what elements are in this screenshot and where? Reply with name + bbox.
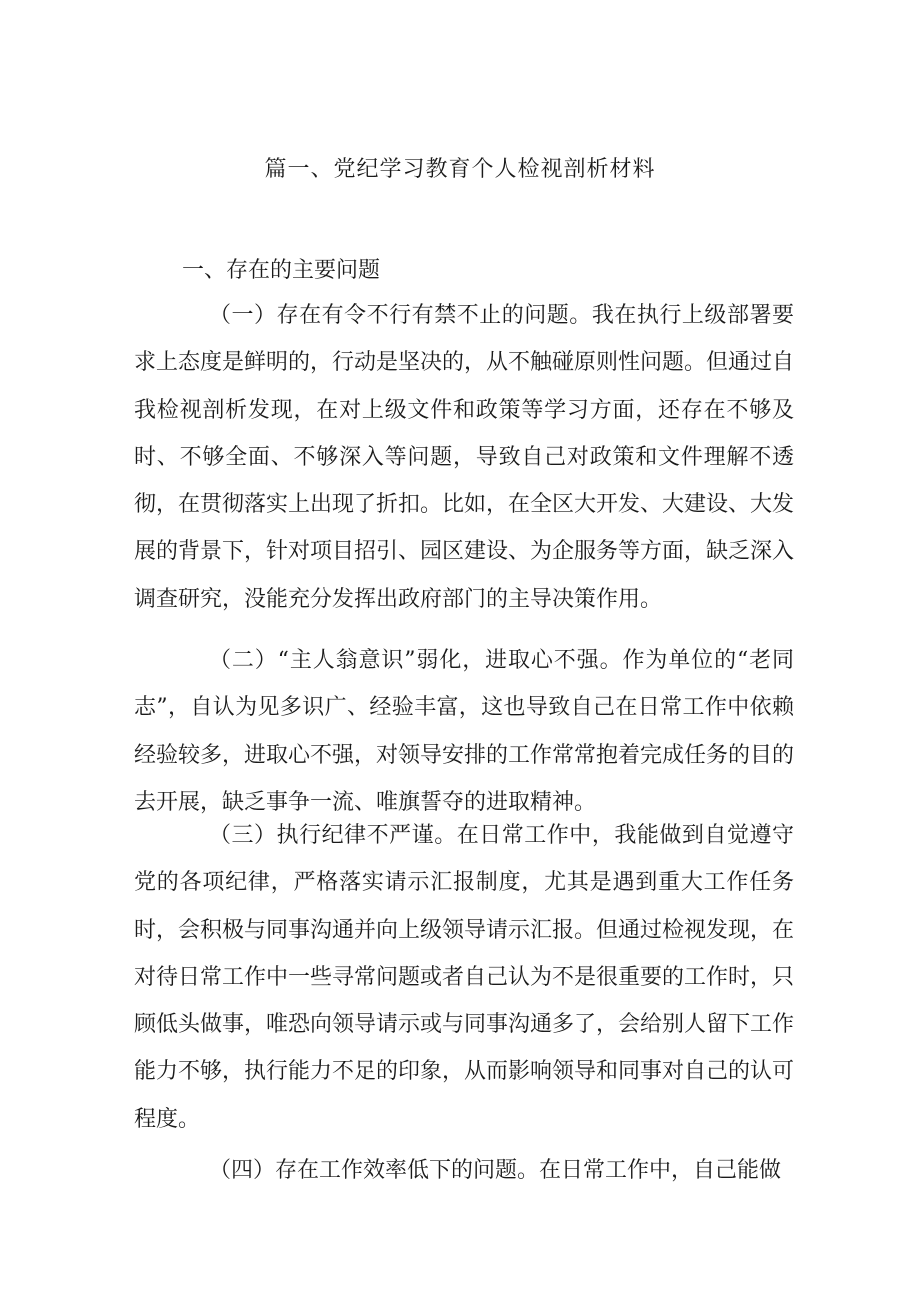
paragraph-1: （一）存在有令不行有禁不止的问题。我在执行上级部署要求上态度是鲜明的，行动是坚决的，从不触碰原则性问题。但通过自我检视剖析发现，在对上级文件和政策等学习方面，还存在不够及时、不够全面、不够深入等问题，导致自己对政策和文件理解不透彻，在贯彻落实上出现了折扣。比如，在全区大开发、大建设、大发展的背景下，针对项目招引、园区建设、为企服务等方面，缺乏深入调查研究，没能充分发挥出政府部门的主导决策作用。 (134, 303, 795, 612)
paragraph-3: （三）执行纪律不严谨。在日常工作中，我能做到自觉遵守党的各项纪律，严格落实请示汇报制度，尤其是遇到重大工作任务时，会积极与同事沟通并向上级领导请示汇报。但通过检视发现，在对待日常工作中一些寻常问题或者自己认为不是很重要的工作时，只顾低头做事，唯恐向领导请示或与同事沟通多了，会给别人留下工作能力不够，执行能力不足的印象，从而影响领导和同事对自己的认可程度。 (134, 823, 795, 1132)
document-title: 篇一、党纪学习教育个人检视剖析材料 (264, 157, 656, 182)
paragraph-4: （四）存在工作效率低下的问题。在日常工作中，自己能做 (209, 1158, 782, 1183)
section-heading: 一、存在的主要问题 (182, 258, 381, 283)
paragraph-2: （二）“主人翁意识”弱化，进取心不强。作为单位的“老同志”，自认为见多识广、经验丰富，这也导致自己在日常工作中依赖经验较多，进取心不强，对领导安排的工作常常抱着完成任务的目的去开展，缺乏事争一流、唯旗誓夺的进取精神。 (134, 648, 795, 815)
